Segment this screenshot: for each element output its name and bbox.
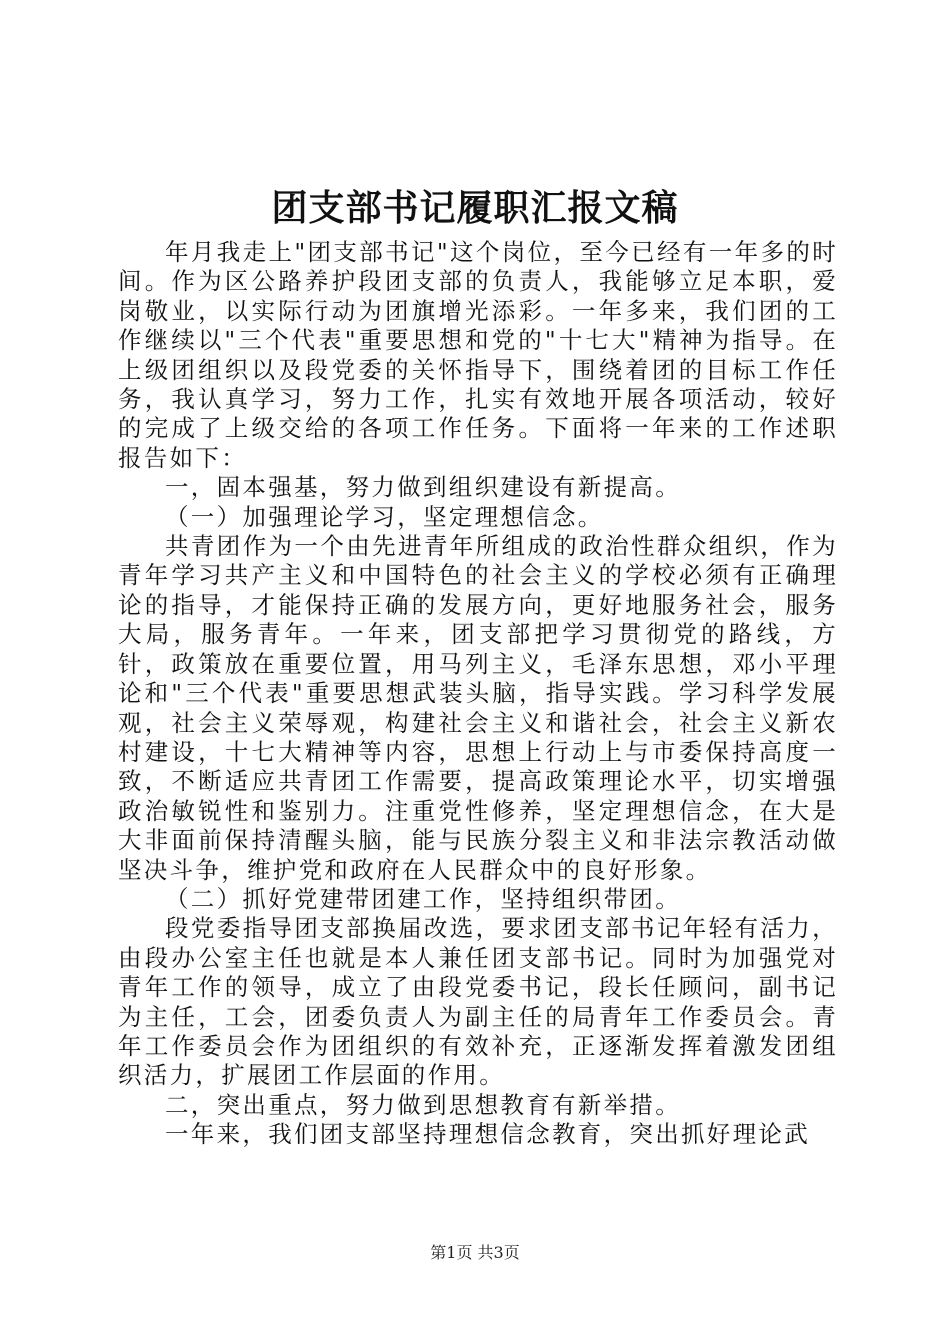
document-body [118, 238, 838, 1150]
paragraph-education: 一年来，我们团支部坚持理想信念教育，突出抓好理论武 [165, 1120, 810, 1149]
paragraph-theory-study: 共青团作为一个由先进青年所组成的政治性群众组织，作为青年学习共产主义和中国特色的社会主义的学校必须有正确理论的指导，才能保持正确的发展方向，更好地服务社会，服务大局，服务青年。一年来，团支部把学习贯彻党的路线，方针，政策放在重要位置，用马列主义，毛泽东思想，邓小平理论和"三个代表"重要思想武装头脑，指导实践。学习科学发展观，社会主义荣辱观，构建社会主义和谐社会，社会主义新农村建设，十七大精神等内容，思想上行动上与市委保持高度一致，不断适应共青团工作需要，提高政策理论水平，切实增强政治敏锐性和鉴别力。注重党性修养，坚定理想信念，在大是大非面前保持清醒头脑，能与民族分裂主义和非法宗教活动做坚决斗争，维护党和政府在人民群众中的良好形象。 [118, 532, 838, 884]
subsection-heading-1: （一）加强理论学习，坚定理想信念。 [165, 502, 604, 531]
paragraph-party-building: 段党委指导团支部换届改选，要求团支部书记年轻有活力，由段办公室主任也就是本人兼任团支部书记。同时为加强党对青年工作的领导，成立了由段党委书记，段长任顾问，副书记为主任，工会，团委负责人为副主任的局青年工作委员会。青年工作委员会作为团组织的有效补充，正逐渐发挥着激发团组织活力，扩展团工作层面的作用。 [118, 914, 838, 1090]
paragraph-intro: 年月我走上"团支部书记"这个岗位，至今已经有一年多的时间。作为区公路养护段团支部的负责人，我能够立足本职，爱岗敬业，以实际行动为团旗增光添彩。一年多来，我们团的工作继续以"三个代表"重要思想和党的"十七大"精神为指导。在上级团组织以及段党委的关怀指导下，围绕着团的目标工作任务，我认真学习，努力工作，扎实有效地开展各项活动，较好的完成了上级交给的各项工作任务。下面将一年来的工作述职报告如下： [118, 238, 838, 472]
section-heading-2: 二，突出重点，努力做到思想教育有新举措。 [165, 1090, 681, 1119]
page-number-footer: 第1页 共3页 [430, 1243, 520, 1262]
subsection-heading-2: （二）抓好党建带团建工作，坚持组织带团。 [165, 884, 681, 913]
section-heading-1: 一，固本强基，努力做到组织建设有新提高。 [165, 473, 681, 502]
document-title: 团支部书记履职汇报文稿 [271, 187, 679, 229]
